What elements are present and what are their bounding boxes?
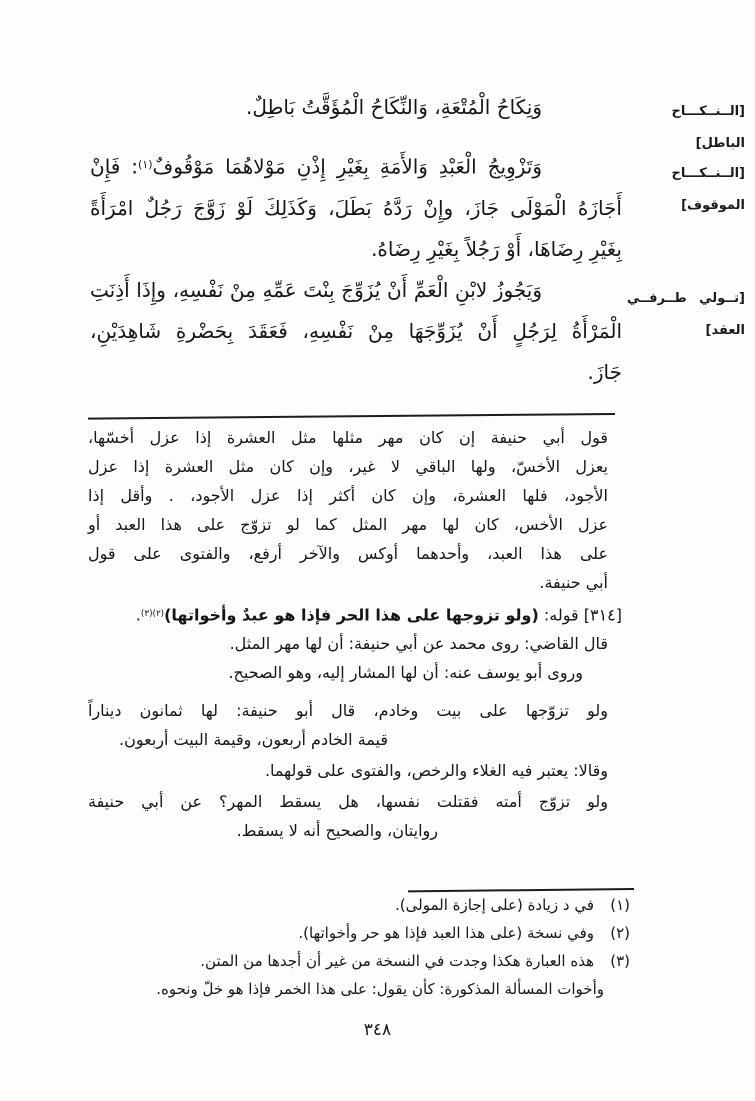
commentary-line: ولو تزوّج أمته فقتلت نفسها، هل يسقط المهر؟ عن أبي حنيفة — [88, 792, 608, 812]
commentary-text-segment: [٣١٤] قوله: — [538, 605, 622, 625]
matn-line: وَيَجُوزُ لابْنِ الْعَمِّ أَنْ يُزَوِّجَ بِنْتَ عَمِّهِ مِنْ نَفْسِهِ، وإِذَا أَذِنَتِ — [90, 277, 542, 302]
margin-note-both-contract-sides: [تــولي طــرفــي العقد] — [627, 291, 745, 338]
matn-text-segment: : فَإِنْ — [90, 154, 138, 179]
matn-line: بِغَيْرِ رِضَاهَا، أَوْ رَجُلاً بِغَيْرِ رِضَاهُ. — [371, 236, 622, 261]
footnote-item — [95, 919, 630, 947]
margin-note-invalid-marriage: [الــنــكـــاح الباطل] — [671, 104, 745, 151]
footnotes-section — [95, 891, 630, 1003]
commentary-text-segment: . — [135, 605, 141, 625]
commentary-line: على هذا العبد، وأحدهما أوكس والآخر أرفع، والفتوى على قول — [88, 544, 608, 563]
commentary-line: عزل الأخس، كان لها مهر المثل كما لو تزوّج على هذا العبد أو — [88, 515, 608, 534]
matn-line: الْمَرْأَةُ لِرَجُلٍ أَنْ يُزَوِّجَهَا مِنْ نَفْسِهِ، فَعَقَدَ بِحَضْرةِ شَاهِدَيْنِ، — [90, 318, 622, 343]
matn-line: جَازَ. — [587, 359, 622, 384]
commentary-line: قال القاضي: روى محمد عن أبي حنيفة: أن لها مهر المثل. — [229, 634, 608, 654]
footnote-ref-2-3: (٢)(٣) — [140, 609, 165, 619]
matn-text-segment: وَتَزْوِيجُ الْعَبْدِ وَالأَمَةِ بِغَيْرِ إِذْنِ مَوْلاهُمَا مَوْقُوفٌ — [152, 154, 543, 179]
commentary-line: يعزل الأخسّ، ولها الباقي لا غير، وإن كان مثل العشرة إذا عزل — [88, 457, 608, 476]
footnote-ref-1: (١) — [138, 158, 153, 171]
commentary-line: أبي حنيفة. — [539, 573, 608, 592]
footnote-number: (١) — [610, 896, 630, 914]
quoted-matn-text: (ولو تزوجها على هذا الحر فإذا هو عبدٌ وأخواتها) — [164, 605, 539, 625]
commentary-line: ولو تزوّجها على بيت وخادم، قال أبو حنيفة: لها ثمانون ديناراً — [88, 701, 608, 721]
matn-line — [90, 144, 622, 188]
footnote-text: وفي نسخة (على هذا العبد فإذا هو حر وأخواتها). — [298, 924, 594, 942]
commentary-line: روايتان، والصحيح أنه لا يسقط. — [236, 821, 438, 841]
footnote-item — [95, 947, 630, 975]
commentary-line: قول أبي حنيفة إن كان مهر مثلها مثل العشرة إذا عزل أخسّها، — [88, 428, 608, 447]
matn-section — [90, 87, 622, 393]
commentary-section — [88, 423, 622, 845]
section-divider — [88, 413, 615, 420]
commentary-line-314 — [88, 600, 622, 629]
footnote-text: في د زيادة (على إجازة المولى). — [395, 896, 594, 914]
page-number: ٣٤٨ — [363, 1020, 392, 1040]
footnote-text: هذه العبارة هكذا وجدت في النسخة من غير أن أجدها من المتن. — [200, 952, 594, 970]
commentary-line: قيمة الخادم أربعون، وقيمة البيت أربعون. — [119, 730, 388, 750]
commentary-line: وروى أبو يوسف عنه: أن لها المشار إليه، وهو الصحيح. — [228, 663, 583, 683]
footnote-continuation: وأخوات المسألة المذكورة: كأن يقول: على هذا الخمر فإذا هو خلّ ونحوه. — [156, 980, 604, 998]
margin-note-suspended-marriage: [الــنــكـــاح الموقوف] — [671, 166, 745, 213]
commentary-line: وقالا: يعتبر فيه الغلاء والرخص، والفتوى على قولهما. — [264, 761, 608, 781]
footnote-number: (٢) — [610, 924, 630, 942]
footnote-number: (٣) — [610, 952, 630, 970]
footnote-item — [95, 891, 630, 919]
matn-line: وَنِكَاحُ الْمُتْعَةِ، وَالنِّكَاحُ الْمُؤَقَّتُ بَاطِلٌ. — [246, 95, 542, 119]
commentary-line: الأجود، فلها العشرة، وإن كان أكثر إذا عزل الأجود، . وأقل إذا — [88, 486, 608, 505]
matn-line: أَجَازَهُ الْمَوْلَى جَازَ، وإِنْ رَدَّهُ بَطَلَ، وَكَذَلِكَ لَوْ زَوَّجَ رَجُلٌ امْرَأَةً — [90, 195, 622, 220]
